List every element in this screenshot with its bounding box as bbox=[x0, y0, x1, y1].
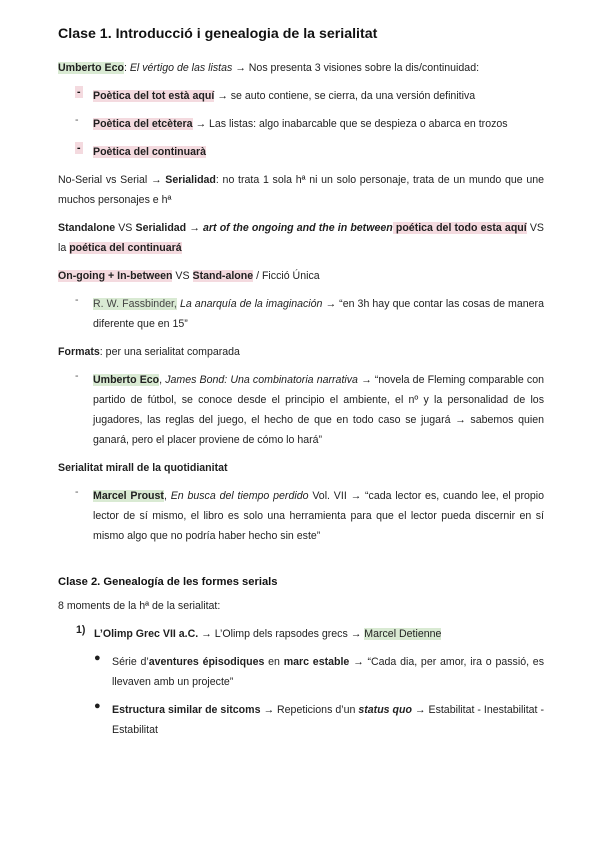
list-item: - Marcel Proust, En busca del tiempo perdido Vol. VII → “cada lector es, cuando lee, el propio lector de sí mismo, el libro es solo una herramienta para que el lector pueda discernir en sí mismo algo que no podría haber hecho sin este” bbox=[75, 486, 544, 542]
bullet-dot-icon: ● bbox=[94, 700, 101, 712]
mirall-heading: Serialitat mirall de la quotidianitat bbox=[58, 462, 228, 474]
standalone-paragraph: Standalone VS Serialidad → art of the ongoing and the in between poética del todo esta aquí VS la poética del continuará bbox=[58, 222, 544, 254]
dash-marker: - bbox=[75, 486, 79, 498]
section-title: Clase 2. Genealogía de les formes serials bbox=[58, 576, 278, 588]
document-page bbox=[58, 26, 544, 740]
list-item: - R. W. Fassbinder, La anarquía de la imaginación → “en 3h hay que contar las cosas de manera diferente que en 15” bbox=[75, 294, 544, 330]
work-title: El vértigo de las listas bbox=[129, 62, 233, 74]
dash-marker: - bbox=[77, 142, 81, 154]
dash-marker: - bbox=[77, 86, 81, 98]
author-highlight: Umberto Eco bbox=[58, 62, 124, 74]
dash-marker: - bbox=[75, 294, 79, 306]
poetic-label: Poètica del tot està aquí bbox=[93, 90, 215, 102]
eco-intro: Umberto Eco: El vértigo de las listas → Nos presenta 3 visiones sobre la dis/continuidad: bbox=[58, 62, 480, 74]
poetic-label: Poètica del continuarà bbox=[93, 146, 207, 158]
author-highlight: R. W. Fassbinder, bbox=[93, 298, 177, 310]
author-highlight: Marcel Proust bbox=[93, 490, 164, 502]
formats-line: Formats: per una serialitat comparada bbox=[58, 346, 240, 358]
poetic-label: Poètica del etcètera bbox=[93, 118, 193, 130]
author-highlight: Marcel Detienne bbox=[364, 628, 442, 640]
list-item: - Poètica del etcètera → Las listas: algo inabarcable que se despieza o abarca en trozos bbox=[75, 114, 508, 130]
page-title: Clase 1. Introducció i genealogia de la serialitat bbox=[58, 26, 378, 42]
author-highlight: Umberto Eco bbox=[93, 374, 160, 386]
noserial-paragraph: No-Serial vs Serial → Serialidad: no trata 1 sola hª ni un solo personaje, trata de un mundo que une muchos personajes e hª bbox=[58, 174, 545, 206]
numbered-item: 1) L’Olimp Grec VII a.C. → L’Olimp dels rapsodes grecs → Marcel Detienne bbox=[76, 624, 442, 640]
dash-marker: - bbox=[75, 114, 79, 126]
bullet-item: ● Estructura similar de sitcoms → Repeticions d’un status quo → Estabilitat - Inestabilitat - Estabilitat bbox=[94, 700, 544, 736]
list-item bbox=[58, 142, 544, 162]
ongoing-line: On-going + In-between VS Stand-alone / Ficció Única bbox=[58, 270, 320, 282]
bullet-dot-icon: ● bbox=[94, 652, 101, 664]
list-item: - Umberto Eco, James Bond: Una combinatoria narrativa → “novela de Fleming comparable con partido de fútbol, se conoce desde el principio el ambiente, el nº y la personalidad de los jugadores, las reglas del juego, el hecho de que en todo caso se jugará → sabemos quien ganará, pero el placer proviene de cómo lo hará” bbox=[75, 370, 544, 446]
list-item: - Poètica del tot està aquí → se auto contiene, se cierra, da una versión definitiva bbox=[77, 86, 476, 102]
moments-line: 8 moments de la hª de la serialitat: bbox=[58, 600, 221, 612]
dash-marker: - bbox=[75, 370, 79, 382]
item-number: 1) bbox=[76, 624, 86, 636]
bullet-item: ● Série d’aventures épisodiques en marc estable → “Cada dia, per amor, ira o passió, es llevaven amb un projecte” bbox=[94, 652, 544, 688]
